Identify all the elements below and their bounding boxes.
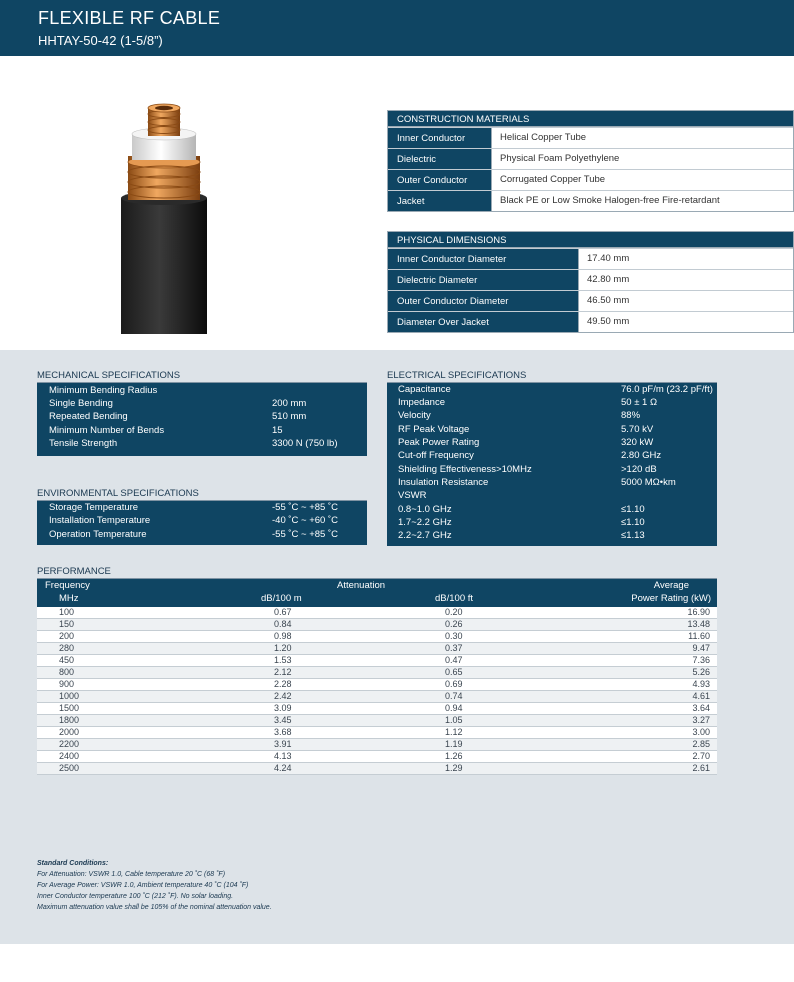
attenuation-ft-cell: 0.94 — [445, 703, 463, 713]
table-row — [37, 679, 717, 691]
frequency-cell: 2400 — [59, 751, 80, 761]
power-rating-cell: 9.47 — [692, 643, 710, 653]
page-header — [0, 0, 794, 56]
row-value: Helical Copper Tube — [500, 132, 587, 143]
frequency-cell: 280 — [59, 643, 75, 653]
attenuation-m-cell: 0.84 — [274, 619, 292, 629]
table-row — [37, 607, 717, 619]
performance-table-body — [37, 607, 717, 775]
performance-title: PERFORMANCE — [37, 566, 717, 579]
table-row — [388, 290, 793, 311]
spec-row — [387, 504, 717, 517]
spec-label: Insulation Resistance — [398, 477, 489, 488]
frequency-cell: 900 — [59, 679, 75, 689]
table-row — [37, 631, 717, 643]
attenuation-m-cell: 0.98 — [274, 631, 292, 641]
spec-label: Repeated Bending — [49, 411, 128, 422]
electrical-title: ELECTRICAL SPECIFICATIONS — [387, 370, 717, 383]
spec-label: Installation Temperature — [49, 515, 151, 526]
row-label: Inner Conductor Diameter — [388, 249, 579, 269]
spec-row — [37, 385, 367, 398]
spec-row — [387, 490, 717, 503]
spec-label: 1.7~2.2 GHz — [398, 517, 452, 528]
table-row — [388, 148, 793, 169]
attenuation-ft-cell: 0.47 — [445, 655, 463, 665]
table-row — [37, 727, 717, 739]
attenuation-m-cell: 4.24 — [274, 763, 292, 773]
attenuation-ft-cell: 0.37 — [445, 643, 463, 653]
mhz-header: MHz — [59, 593, 79, 604]
power-rating-cell: 2.70 — [692, 751, 710, 761]
note-line: For Average Power: VSWR 1.0, Ambient temperature 40 ˚C (104 ˚F) — [37, 882, 249, 889]
spec-value: -40 ˚C ~ +60 ˚C — [272, 515, 338, 526]
attenuation-ft-cell: 1.29 — [445, 763, 463, 773]
construction-materials-table — [387, 110, 794, 212]
spec-value: ≤1.10 — [621, 517, 645, 528]
spec-value: 2.80 GHz — [621, 450, 662, 461]
table-row — [37, 703, 717, 715]
attenuation-m-cell: 1.53 — [274, 655, 292, 665]
spec-value: >120 dB — [621, 464, 657, 475]
spec-value: 200 mm — [272, 398, 307, 409]
attenuation-ft-cell: 1.12 — [445, 727, 463, 737]
spec-label: Minimum Number of Bends — [49, 425, 165, 436]
standard-conditions-notes — [37, 858, 272, 913]
spec-row — [37, 502, 367, 515]
attenuation-ft-cell: 0.69 — [445, 679, 463, 689]
attenuation-m-cell: 3.91 — [274, 739, 292, 749]
row-value: 17.40 mm — [587, 253, 630, 264]
spec-row — [37, 438, 367, 451]
frequency-cell: 100 — [59, 607, 75, 617]
table-row — [37, 763, 717, 775]
attenuation-m-cell: 2.28 — [274, 679, 292, 689]
spec-label: 2.2~2.7 GHz — [398, 530, 452, 541]
attenuation-ft-cell: 0.26 — [445, 619, 463, 629]
spec-label: Single Bending — [49, 398, 113, 409]
attenuation-ft-cell: 1.05 — [445, 715, 463, 725]
page-title: FLEXIBLE RF CABLE — [38, 8, 221, 28]
spec-value: ≤1.13 — [621, 530, 645, 541]
spec-value: ≤1.10 — [621, 504, 645, 515]
spec-label: Operation Temperature — [49, 529, 147, 540]
power-rating-cell: 13.48 — [687, 619, 710, 629]
frequency-cell: 2200 — [59, 739, 80, 749]
table-row — [37, 643, 717, 655]
spec-row — [37, 425, 367, 438]
spec-label: 0.8~1.0 GHz — [398, 504, 452, 515]
spec-value: 15 — [272, 425, 283, 436]
frequency-cell: 1500 — [59, 703, 80, 713]
spec-label: Velocity — [398, 410, 431, 421]
table-row — [37, 619, 717, 631]
row-label: Outer Conductor — [388, 170, 492, 190]
mechanical-title: MECHANICAL SPECIFICATIONS — [37, 370, 367, 383]
spec-row — [387, 424, 717, 437]
frequency-header: Frequency — [45, 580, 90, 591]
attenuation-m-cell: 2.42 — [274, 691, 292, 701]
spec-value: 3300 N (750 lb) — [272, 438, 338, 449]
physical-dimensions-table — [387, 231, 794, 333]
spec-value: -55 ˚C ~ +85 ˚C — [272, 502, 338, 513]
spec-value: -55 ˚C ~ +85 ˚C — [272, 529, 338, 540]
spec-row — [37, 398, 367, 411]
spec-row — [37, 515, 367, 528]
spec-label: Storage Temperature — [49, 502, 139, 513]
dimensions-title: PHYSICAL DIMENSIONS — [388, 232, 793, 248]
note-line: Maximum attenuation value shall be 105% of the nominal attenuation value. — [37, 904, 272, 911]
attenuation-ft-cell: 0.30 — [445, 631, 463, 641]
spec-label: Tensile Strength — [49, 438, 118, 449]
table-row — [388, 269, 793, 290]
row-label: Dielectric — [388, 149, 492, 169]
frequency-cell: 2000 — [59, 727, 80, 737]
row-label: Diameter Over Jacket — [388, 312, 579, 332]
spec-label: Minimum Bending Radius — [49, 385, 158, 396]
power-rating-cell: 3.64 — [692, 703, 710, 713]
outer-conductor-shape — [128, 156, 200, 200]
table-row — [37, 739, 717, 751]
notes-heading: Standard Conditions: — [37, 860, 109, 867]
frequency-cell: 2500 — [59, 763, 80, 773]
spec-value: 88% — [621, 410, 641, 421]
table-row — [37, 667, 717, 679]
spec-row — [37, 529, 367, 542]
model-number: HHTAY-50-42 (1-5/8”) — [38, 33, 163, 48]
spec-row — [387, 437, 717, 450]
spec-value: 76.0 pF/m (23.2 pF/ft) — [621, 384, 713, 395]
spec-label: VSWR — [398, 490, 427, 501]
frequency-cell: 450 — [59, 655, 75, 665]
attenuation-m-cell: 1.20 — [274, 643, 292, 653]
spec-row — [387, 477, 717, 490]
attenuation-m-cell: 3.68 — [274, 727, 292, 737]
mechanical-specs-box — [37, 383, 367, 456]
frequency-cell: 200 — [59, 631, 75, 641]
power-rating-cell: 4.93 — [692, 679, 710, 689]
row-label: Inner Conductor — [388, 128, 492, 148]
attenuation-m-cell: 4.13 — [274, 751, 292, 761]
spec-row — [387, 464, 717, 477]
power-rating-cell: 4.61 — [692, 691, 710, 701]
table-row — [388, 127, 793, 148]
row-label: Jacket — [388, 191, 492, 211]
performance-header — [37, 579, 717, 607]
power-rating-cell: 11.60 — [688, 631, 710, 641]
power-rating-cell: 3.00 — [692, 727, 710, 737]
power-rating-header: Power Rating (kW) — [631, 593, 711, 604]
attenuation-m-cell: 2.12 — [274, 667, 292, 677]
spec-row — [387, 410, 717, 423]
row-value: 42.80 mm — [587, 274, 630, 285]
spec-label: Capacitance — [398, 384, 451, 395]
jacket-shape — [121, 198, 207, 334]
table-row — [388, 169, 793, 190]
spec-value: 50 ± 1 Ω — [621, 397, 658, 408]
row-value: 46.50 mm — [587, 295, 630, 306]
average-header: Average — [653, 580, 689, 591]
power-rating-cell: 7.36 — [692, 655, 710, 665]
table-row — [388, 248, 793, 269]
row-label: Outer Conductor Diameter — [388, 291, 579, 311]
attenuation-ft-cell: 0.74 — [445, 691, 463, 701]
spec-label: Peak Power Rating — [398, 437, 480, 448]
spec-value: 510 mm — [272, 411, 307, 422]
construction-title: CONSTRUCTION MATERIALS — [388, 111, 793, 127]
attenuation-ft-cell: 1.19 — [445, 739, 463, 749]
attenuation-ft-cell: 0.20 — [445, 607, 463, 617]
power-rating-cell: 16.90 — [687, 607, 710, 617]
row-value: Corrugated Copper Tube — [500, 174, 606, 185]
frequency-cell: 800 — [59, 667, 75, 677]
table-row — [37, 655, 717, 667]
environmental-specs-box — [37, 501, 367, 545]
spec-label: Cut-off Frequency — [398, 450, 474, 461]
spec-label: Impedance — [398, 397, 446, 408]
table-row — [37, 691, 717, 703]
spec-label: Shielding Effectiveness>10MHz — [398, 464, 532, 475]
attenuation-ft-cell: 0.65 — [445, 667, 463, 677]
note-line: Inner Conductor temperature 100 ˚C (212 ˚F). No solar loading. — [37, 893, 234, 900]
note-line: For Attenuation: VSWR 1.0, Cable temperature 20 ˚C (68 ˚F) — [37, 871, 226, 878]
spec-row — [387, 397, 717, 410]
inner-conductor-shape — [148, 104, 180, 136]
frequency-cell: 1000 — [59, 691, 80, 701]
db-per-100ft-header: dB/100 ft — [435, 593, 474, 604]
power-rating-cell: 2.85 — [692, 739, 710, 749]
frequency-cell: 1800 — [59, 715, 80, 725]
spec-value: 320 kW — [621, 437, 654, 448]
spec-label: RF Peak Voltage — [398, 424, 470, 435]
spec-row — [387, 517, 717, 530]
power-rating-cell: 2.61 — [692, 763, 710, 773]
table-row — [388, 190, 793, 211]
attenuation-m-cell: 3.45 — [274, 715, 292, 725]
power-rating-cell: 3.27 — [692, 715, 710, 725]
db-per-100m-header: dB/100 m — [261, 593, 302, 604]
spec-row — [387, 384, 717, 397]
cable-illustration — [118, 100, 210, 334]
row-value: Black PE or Low Smoke Halogen-free Fire-retardant — [500, 195, 720, 206]
row-value: 49.50 mm — [587, 316, 630, 327]
attenuation-ft-cell: 1.26 — [445, 751, 463, 761]
spec-row — [37, 411, 367, 424]
row-label: Dielectric Diameter — [388, 270, 579, 290]
electrical-specs-box — [387, 383, 717, 546]
power-rating-cell: 5.26 — [692, 667, 710, 677]
spec-value: 5000 MΩ•km — [621, 477, 676, 488]
frequency-cell: 150 — [59, 619, 75, 629]
environmental-title: ENVIRONMENTAL SPECIFICATIONS — [37, 488, 367, 501]
attenuation-m-cell: 0.67 — [274, 607, 292, 617]
table-row — [37, 751, 717, 763]
attenuation-header: Attenuation — [337, 580, 386, 591]
spec-value: 5.70 kV — [621, 424, 654, 435]
attenuation-m-cell: 3.09 — [274, 703, 292, 713]
table-row — [37, 715, 717, 727]
row-value: Physical Foam Polyethylene — [500, 153, 620, 164]
spec-row — [387, 530, 717, 543]
table-row — [388, 311, 793, 332]
spec-row — [387, 450, 717, 463]
